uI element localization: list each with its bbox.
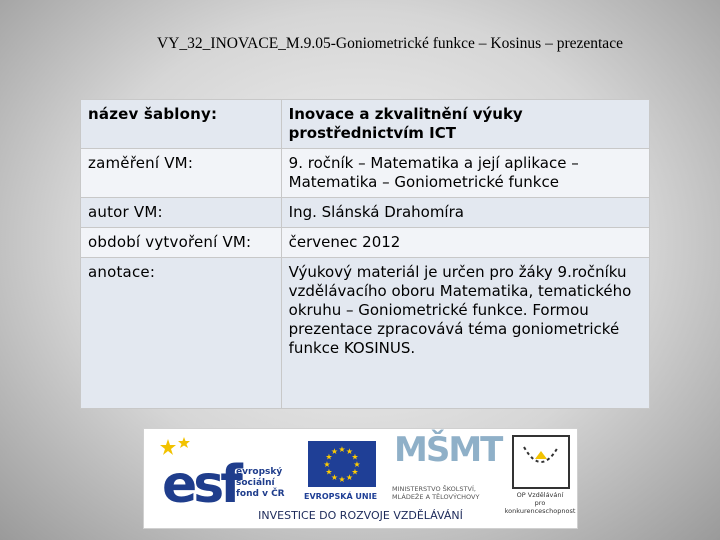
eu-flag-icon — [308, 441, 376, 487]
eu-star-icon: ★ — [351, 467, 359, 477]
row-label: zaměření VM: — [81, 149, 282, 198]
op-label-line: OP Vzdělávání — [516, 491, 564, 499]
table-row — [81, 198, 650, 228]
esf-sub-line: evropský — [236, 467, 283, 477]
row-value: 9. ročník – Matematika a její aplikace – Matematika – Goniometrické funkce — [281, 149, 649, 198]
eu-star-icon: ★ — [345, 447, 354, 457]
msmt-label — [392, 485, 479, 501]
eu-star-icon: ★ — [338, 445, 346, 454]
eu-star-icon: ★ — [325, 452, 333, 462]
op-label-line: pro konkurenceschopnost — [504, 499, 576, 515]
row-value: Výukový materiál je určen pro žáky 9.ročníku vzdělávacího oboru Matematika, tematického okruhu – Goniometrické funkce. Formou prezentace zpracovává téma goniometrické funkce KOSINUS. — [281, 258, 649, 409]
eu-star-icon: ★ — [353, 460, 361, 469]
investment-slogan: INVESTICE DO ROZVOJE VZDĚLÁVÁNÍ — [258, 509, 463, 522]
eu-star-icon: ★ — [325, 467, 333, 477]
eu-logo — [304, 437, 380, 513]
esf-logo — [154, 437, 294, 515]
eu-label: EVROPSKÁ UNIE — [304, 492, 378, 501]
row-value: Ing. Slánská Drahomíra — [281, 198, 649, 228]
op-emblem-icon — [512, 435, 570, 489]
msmt-label-line: MLÁDEŽE A TĚLOVÝCHOVY — [392, 493, 480, 501]
table-row — [81, 100, 650, 149]
msmt-label-line: MINISTERSTVO ŠKOLSTVÍ, — [392, 485, 476, 493]
table-row — [81, 258, 650, 409]
eu-star-icon: ★ — [345, 472, 354, 482]
info-table — [80, 99, 650, 409]
esf-sub-text — [236, 467, 285, 500]
row-label: název šablony: — [81, 100, 282, 149]
row-value: Inovace a zkvalitnění výuky prostřednictvím ICT — [281, 100, 649, 149]
esf-sub-line: fond v ČR — [236, 489, 285, 499]
row-value: červenec 2012 — [281, 228, 649, 258]
esf-mark: esf — [162, 455, 239, 515]
eu-star-icon: ★ — [338, 475, 346, 484]
table-row — [81, 228, 650, 258]
logo-banner — [143, 428, 578, 529]
row-label: anotace: — [81, 258, 282, 409]
eu-star-icon: ★ — [323, 460, 331, 469]
row-label: období vytvoření VM: — [81, 228, 282, 258]
table-row — [81, 149, 650, 198]
msmt-logo — [392, 430, 502, 505]
op-logo — [504, 435, 574, 515]
row-label: autor VM: — [81, 198, 282, 228]
eu-star-icon: ★ — [351, 452, 359, 462]
esf-sub-line: sociální — [236, 478, 275, 488]
page-title: VY_32_INOVACE_M.9.05-Goniometrické funkce – Kosinus – prezentace — [157, 35, 623, 52]
eu-star-icon: ★ — [330, 472, 339, 482]
eu-star-icon: ★ — [330, 447, 339, 457]
msmt-mark: MŠMT — [394, 430, 502, 470]
